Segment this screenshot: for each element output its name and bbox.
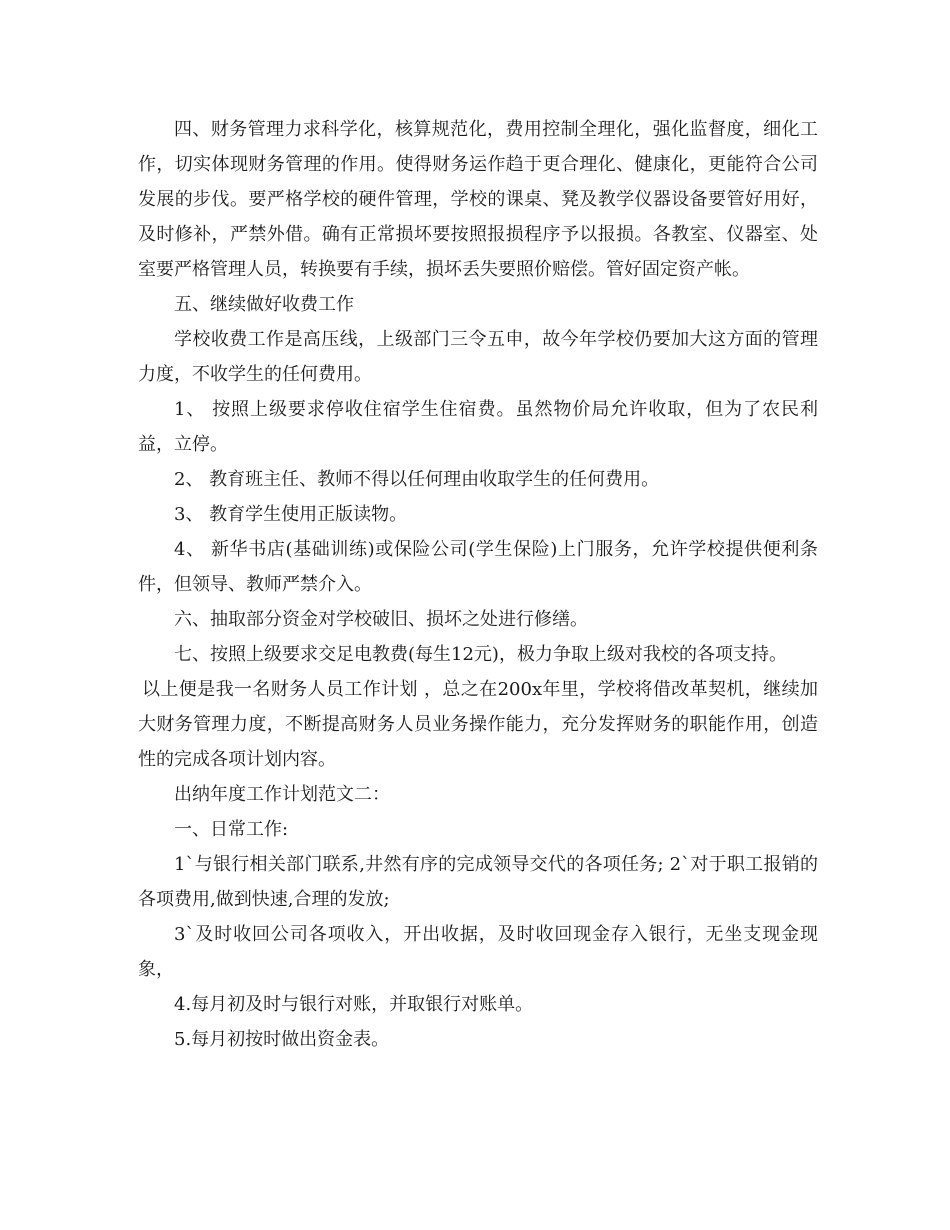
daily-task-3: 3`及时收回公司各项收入，开出收据，及时收回现金存入银行，无坐支现金现象， — [138, 924, 818, 980]
paragraph-fee-policy: 学校收费工作是高压线，上级部门三令五申，故今年学校仍要加大这方面的管理力度，不收学生的任何费用。 — [138, 329, 818, 385]
list-item-4: 4、 新华书店(基础训练)或保险公司(学生保险)上门服务，允许学校提供便利条件，但领导、教师严禁介入。 — [138, 539, 818, 595]
daily-task-1-2: 1`与银行相关部门联系,井然有序的完成领导交代的各项任务; 2`对于职工报销的各项费用,做到快速,合理的发放; — [138, 854, 818, 910]
daily-task-4: 4.每月初及时与银行对账，并取银行对账单。 — [174, 994, 534, 1015]
daily-task-5: 5.每月初按时做出资金表。 — [174, 1029, 390, 1050]
heading-sample-two: 出纳年度工作计划范文二： — [174, 784, 390, 805]
paragraph-financial-management: 四、财务管理力求科学化，核算规范化，费用控制全理化，强化监督度，细化工作，切实体现财务管理的作用。使得财务运作趋于更合理化、健康化，更能符合公司发展的步伐。要严格学校的硬件管理，学校的课桌、凳及教学仪器设备要管好用好，及时修补，严禁外借。确有正常损坏要按照报损程序予以报损。各教室、仪器室、处室要严格管理人员，转换要有手续，损坏丢失要照价赔偿。管好固定资产帐。 — [138, 119, 818, 280]
heading-electro-fee: 七、按照上级要求交足电教费(每生12元)，极力争取上级对我校的各项支持。 — [174, 644, 787, 665]
list-item-3: 3、 教育学生使用正版读物。 — [174, 504, 408, 525]
list-item-2: 2、 教育班主任、教师不得以任何理由收取学生的任何费用。 — [174, 469, 660, 490]
heading-fee-collection: 五、继续做好收费工作 — [174, 294, 354, 315]
paragraph-summary: 以上便是我一名财务人员工作计划 ，总之在200x年里，学校将借改革契机，继续加大财务管理力度，不断提高财务人员业务操作能力，充分发挥财务的职能作用，创造性的完成各项计划内容。 — [138, 679, 818, 770]
document-body — [138, 112, 818, 1057]
heading-repair: 六、抽取部分资金对学校破旧、损坏之处进行修缮。 — [174, 609, 588, 630]
list-item-1: 1、 按照上级要求停收住宿学生住宿费。虽然物价局允许收取，但为了农民利益，立停。 — [138, 399, 818, 455]
heading-daily-work: 一、日常工作: — [174, 819, 289, 840]
